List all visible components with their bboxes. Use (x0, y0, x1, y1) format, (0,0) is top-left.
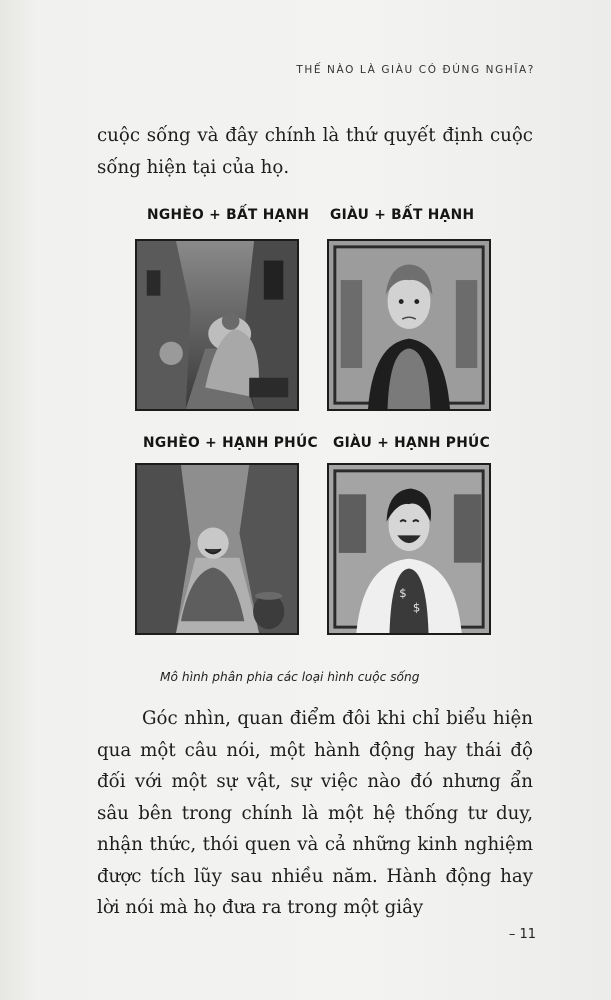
figure-caption: Mô hình phân phia các loại hình cuộc sống (160, 670, 420, 684)
poor-happy-illustration (135, 463, 299, 635)
rich-unhappy-illustration (327, 239, 491, 411)
rich-happy-illustration (327, 463, 491, 635)
svg-text:$: $ (412, 600, 421, 615)
body-paragraph: Góc nhìn, quan điểm đôi khi chỉ biểu hiện qua một câu nói, một hành động hay thái độ đối với một sự vật, sự việc nào đó nhưng ẩn sâu bên trong chính là một hệ thống tư duy, nhận thức, thói quen và cả những kinh nghiệm được tích lũy sau nhiều năm. Hành động hay lời nói mà họ đưa ra trong một giây (97, 708, 533, 918)
top-paragraph: cuộc sống và đây chính là thứ quyết định cuộc sống hiện tại của họ. (97, 125, 533, 178)
svg-text:$: $ (399, 585, 407, 600)
label-poor-unhappy: NGHÈO + BẤT HẠNH (147, 207, 310, 223)
label-poor-happy: NGHÈO + HẠNH PHÚC (143, 435, 318, 451)
page-number: – 11 (508, 927, 536, 942)
label-rich-unhappy: GIÀU + BẤT HẠNH (330, 207, 475, 223)
label-rich-happy: GIÀU + HẠNH PHÚC (333, 435, 490, 451)
running-head: THẾ NÀO LÀ GIÀU CÓ ĐÚNG NGHĨA? (296, 64, 535, 76)
poor-unhappy-illustration (135, 239, 299, 411)
